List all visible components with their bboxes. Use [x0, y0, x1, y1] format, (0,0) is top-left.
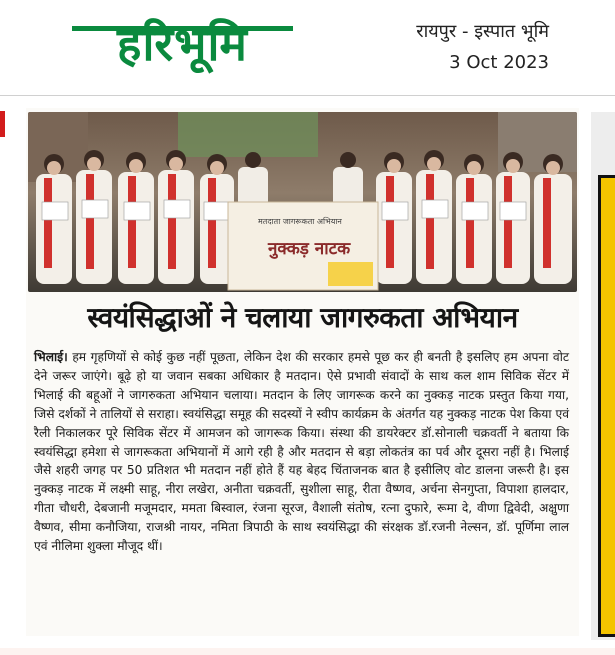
edition-date: 3 Oct 2023	[449, 52, 549, 73]
newspaper-logo	[70, 14, 295, 72]
masthead-divider	[0, 95, 615, 96]
news-clipping	[26, 108, 579, 636]
banner-subtitle: मतदाता जागरूकता अभियान	[258, 217, 342, 226]
article-headline: स्वयंसिद्धाओं ने चलाया जागरुकता अभियान	[87, 301, 518, 334]
banner-emblem	[328, 262, 373, 286]
page-footer-strip	[0, 648, 615, 655]
group-photo-illustration	[28, 112, 577, 292]
article-body	[34, 348, 569, 556]
section-marker	[0, 111, 5, 137]
edition-name: रायपुर - इस्पात भूमि	[416, 21, 549, 42]
article-photo	[28, 112, 577, 292]
banner-title: नुक्कड़ नाटक	[268, 239, 351, 259]
article-body-text: हम गृहणियों से कोई कुछ नहीं पूछता, लेकिन देश की सरकार हमसे पूछ कर ही बनती है इसलिए हम अपना वोट देने जरूर जाएंगे। बूढ़े हो या जवान सबका अधिकार है मतदान। ऐसे प्रभावी संवादों के साथ कल शाम सिविक सेंटर में भिलाई की बहूओं ने जागरुकता अभियान चलाया। मतदान के लिए जागरूक करने का नुक्कड़ नाटक प्रस्तुत किया गया, जिसे दर्शकों ने तालियों से सराहा। स्वयंसिद्धा समूह की सदस्यों ने स्वीप कार्यक्रम के अंतर्गत यह नुक्कड़ नाटक पेश किया एवं रैली निकालकर पूरे सिविक सेंटर में आमजन को जागरूक किया। संस्था की डायरेक्टर डॉ.सोनाली चक्रवर्ती ने बताया कि स्वयंसिद्धा हमेशा से जागरूकता अभियानों में आगे रही है और मतदान से बड़ा लोकतंत्र का पर्व और दूसरा नहीं है। भिलाई जैसे शहरी जगह पर 50 प्रतिशत भी मतदान नहीं होते हैं यह बेहद चिंताजनक बात है इसीलिए वोट डालना जरूरी है। इस नुक्कड़ नाटक में लक्ष्मी साहू, नीरा लखेरा, अनीता चक्रवर्ती, सुशीला साहू, रीता वैष्णव, अर्चना सेनगुप्ता, विपाशा हालदार, गीता चौधरी, देबजानी मजूमदार, ममता बिस्वाल, रंजना सूरज, वैशाली संतोष, रत्ना दुफारे, रूमा दे, वीणा द्विवेदी, अक्षुणा वैष्णव, सीमा कनौजिया, राजश्री नायर, नमिता त्रिपाठी के साथ स्वयंसिद्धा की संरक्षक डॉ.रजनी नेल्सन, डॉ. पूर्णिमा लाल एवं नीलिमा शुक्ला मौजूद थीं।	[34, 350, 569, 554]
adjacent-ad	[601, 178, 615, 634]
logo-text: हरिभूमि	[117, 17, 248, 71]
edition-info	[416, 16, 549, 78]
article-dateline: भिलाई।	[34, 350, 68, 364]
masthead	[0, 0, 615, 95]
